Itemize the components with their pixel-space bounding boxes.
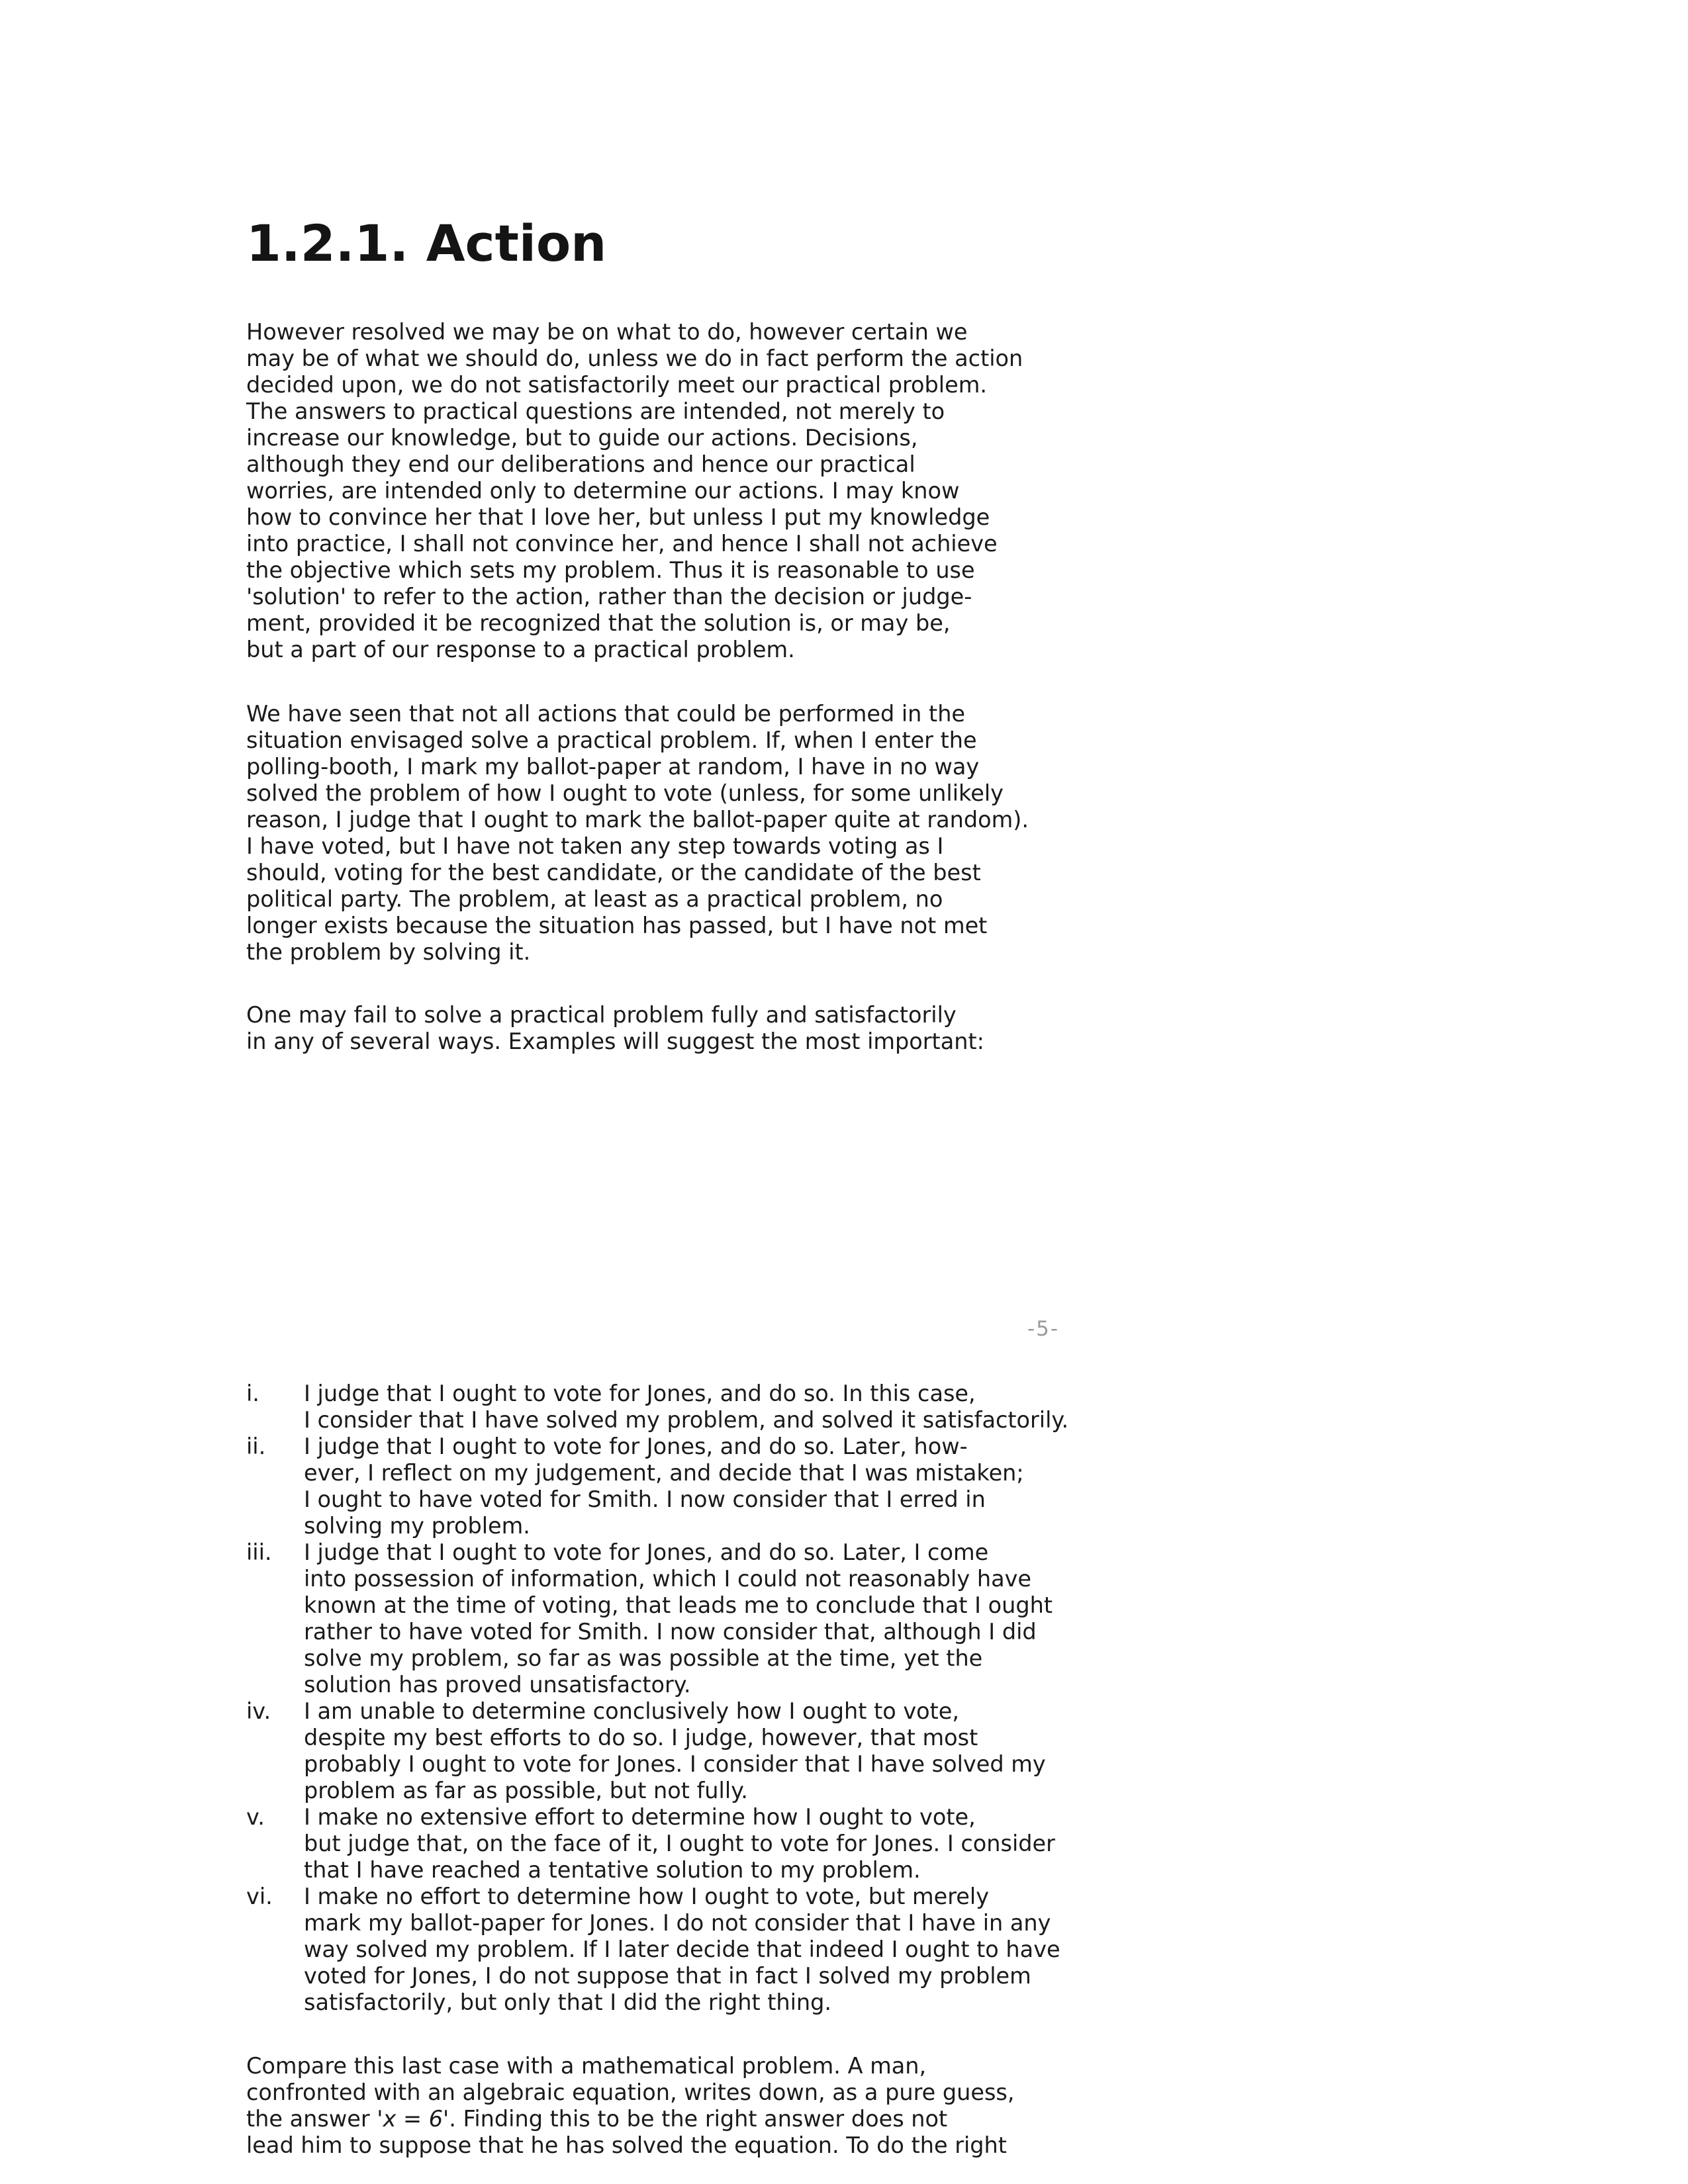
text-line: situation envisaged solve a practical problem. If, when I enter the	[246, 727, 977, 753]
text-line: political party. The problem, at least as a practical problem, no	[246, 886, 943, 912]
list-marker: iii.	[246, 1539, 272, 1565]
list-marker: vi.	[246, 1884, 273, 1909]
text-line: confronted with an algebraic equation, writes down, as a pure guess,	[246, 2079, 1015, 2105]
list-marker: i.	[246, 1381, 259, 1406]
text-line: ever, I reflect on my judgement, and decide that I was mistaken;	[304, 1460, 1024, 1486]
text-segment: =	[396, 2106, 429, 2132]
text-line: Compare this last case with a mathematical problem. A man,	[246, 2053, 927, 2079]
text-line: rather to have voted for Smith. I now consider that, although I did	[304, 1619, 1037, 1645]
list-item	[246, 1804, 1544, 1884]
text-segment: '. Finding this to be the right answer does not	[443, 2106, 948, 2132]
text-line: 'solution' to refer to the action, rather than the decision or judge-	[246, 584, 972, 610]
text-line: I am unable to determine conclusively how I ought to vote,	[304, 1698, 960, 1724]
paragraph-random-ballot	[246, 701, 1544, 966]
text-line: worries, are intended only to determine our actions. I may know	[246, 478, 960, 504]
list-marker: ii.	[246, 1433, 266, 1459]
text-line: However resolved we may be on what to do, however certain we	[246, 319, 968, 345]
text-line: satisfactorily, but only that I did the right thing.	[304, 1989, 832, 2015]
text-line: although they end our deliberations and hence our practical	[246, 451, 915, 477]
text-line: I ought to have voted for Smith. I now consider that I erred in	[304, 1486, 986, 1512]
text-line: the problem by solving it.	[246, 939, 531, 965]
text-line: We have seen that not all actions that could be performed in the	[246, 701, 966, 727]
text-line: known at the time of voting, that leads me to conclude that I ought	[304, 1592, 1053, 1618]
list-item	[246, 1884, 1544, 2016]
text-line: longer exists because the situation has passed, but I have not met	[246, 913, 988, 938]
text-line: how to convince her that I love her, but unless I put my knowledge	[246, 504, 990, 530]
text-line: I have voted, but I have not taken any step towards voting as I	[246, 833, 944, 859]
paragraph-spacer	[246, 663, 1544, 701]
list-marker: v.	[246, 1804, 265, 1830]
text-line: I make no extensive effort to determine how I ought to vote,	[304, 1804, 976, 1830]
text-line: I judge that I ought to vote for Jones, and do so. Later, how-	[304, 1433, 968, 1459]
text-line: probably I ought to vote for Jones. I consider that I have solved my	[304, 1751, 1046, 1777]
text-line: way solved my problem. If I later decide that indeed I ought to have	[304, 1936, 1060, 1962]
text-line: I judge that I ought to vote for Jones, and do so. Later, I come	[304, 1539, 989, 1565]
text-line: voted for Jones, I do not suppose that in fact I solved my problem	[304, 1963, 1031, 1989]
text-line: should, voting for the best candidate, or the candidate of the best	[246, 860, 981, 886]
text-line: solution has proved unsatisfactory.	[304, 1672, 691, 1698]
text-line: increase our knowledge, but to guide our actions. Decisions,	[246, 425, 918, 451]
text-line: I judge that I ought to vote for Jones, and do so. In this case,	[304, 1381, 976, 1406]
list-item	[246, 1381, 1544, 1433]
text-line: but judge that, on the face of it, I ought to vote for Jones. I consider	[304, 1831, 1055, 1856]
text-segment: the answer '	[246, 2106, 383, 2132]
italic-variable: x	[383, 2106, 397, 2132]
page-number: -5-	[1027, 1317, 1060, 1341]
document-page	[246, 214, 1544, 2158]
text-line: The answers to practical questions are intended, not merely to	[246, 398, 945, 424]
text-line: mark my ballot-paper for Jones. I do not consider that I have in any	[304, 1910, 1051, 1936]
text-line: into practice, I shall not convince her, and hence I shall not achieve	[246, 531, 998, 557]
text-line: reason, I judge that I ought to mark the ballot-paper quite at random).	[246, 807, 1029, 833]
list-item	[246, 1698, 1544, 1804]
paragraph-ways-to-fail	[246, 1002, 1544, 1055]
text-line: may be of what we should do, unless we do in fact perform the action	[246, 345, 1023, 371]
text-line: ment, provided it be recognized that the solution is, or may be,	[246, 610, 951, 636]
text-line: that I have reached a tentative solution to my problem.	[304, 1857, 921, 1883]
text-line: solving my problem.	[304, 1513, 530, 1539]
text-line: despite my best efforts to do so. I judge, however, that most	[304, 1725, 978, 1751]
text-line: polling-booth, I mark my ballot-paper at random, I have in no way	[246, 754, 980, 780]
list-marker: iv.	[246, 1698, 271, 1724]
paragraph-spacer	[246, 966, 1544, 1002]
italic-value: 6	[428, 2106, 444, 2132]
text-line: solved the problem of how I ought to vote (unless, for some unlikely	[246, 780, 1004, 806]
list-item	[246, 1433, 1544, 1539]
list-item	[246, 1539, 1544, 1698]
paragraph-action-solution	[246, 319, 1544, 663]
text-line: but a part of our response to a practical problem.	[246, 637, 795, 662]
text-line: in any of several ways. Examples will suggest the most important:	[246, 1028, 984, 1054]
text-line: solve my problem, so far as was possible at the time, yet the	[304, 1645, 983, 1671]
text-line: lead him to suppose that he has solved the equation. To do the right	[246, 2132, 1007, 2158]
text-line: One may fail to solve a practical problem fully and satisfactorily	[246, 1002, 957, 1028]
text-line: decided upon, we do not satisfactorily meet our practical problem.	[246, 372, 987, 398]
text-line: the objective which sets my problem. Thus it is reasonable to use	[246, 557, 975, 583]
paragraph-mathematical-comparison	[246, 2053, 1544, 2159]
text-line: I consider that I have solved my problem, and solved it satisfactorily.	[304, 1407, 1069, 1433]
section-heading: 1.2.1. Action	[246, 214, 607, 273]
text-line	[246, 2106, 1544, 2132]
examples-list	[246, 1381, 1544, 2016]
text-line: I make no effort to determine how I ought to vote, but merely	[304, 1884, 990, 1909]
text-line: into possession of information, which I could not reasonably have	[304, 1566, 1032, 1592]
text-line: problem as far as possible, but not fully.	[304, 1778, 748, 1803]
